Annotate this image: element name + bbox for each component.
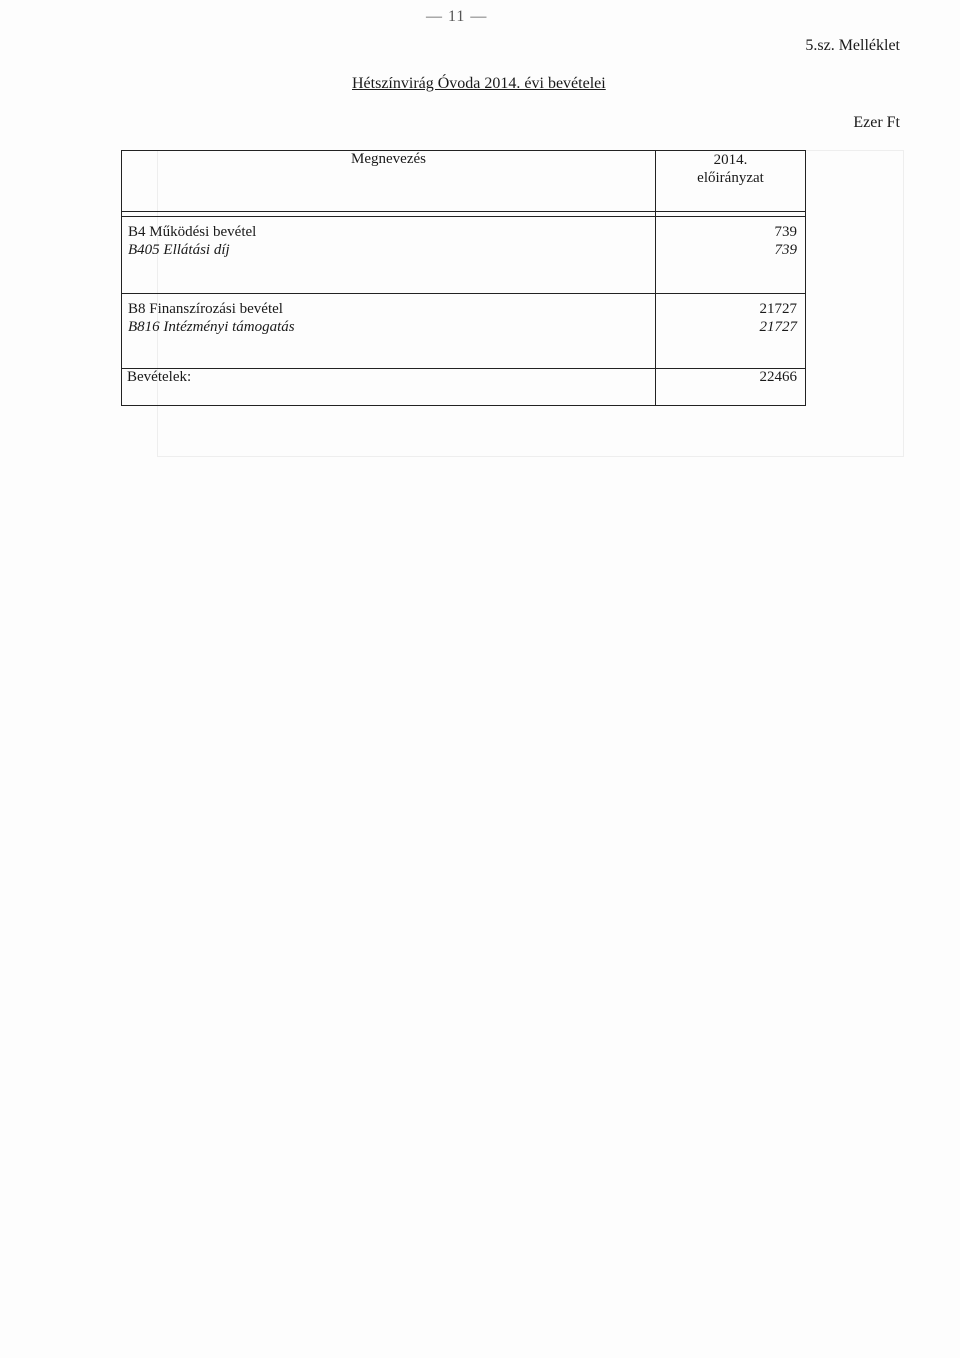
row-name-cell xyxy=(122,217,656,294)
table-row xyxy=(122,217,806,294)
row-amount-cell xyxy=(656,294,806,369)
category-label: B8 Finanszírozási bevétel xyxy=(128,301,283,317)
annex-label: 5.sz. Melléklet xyxy=(805,37,900,54)
column-header-amount xyxy=(656,151,806,212)
subcategory-amount: 21727 xyxy=(759,319,797,335)
row-amount-cell xyxy=(656,217,806,294)
category-amount: 21727 xyxy=(759,301,797,317)
table-header-row xyxy=(122,151,806,212)
subcategory-label: B816 Intézményi támogatás xyxy=(128,319,295,335)
column-header-name: Megnevezés xyxy=(122,151,656,212)
subcategory-amount: 739 xyxy=(774,242,797,258)
table-row xyxy=(122,294,806,369)
unit-label: Ezer Ft xyxy=(853,114,900,131)
column-header-amount-type: előirányzat xyxy=(697,170,764,186)
total-label: Bevételek: xyxy=(122,369,656,406)
revenue-table xyxy=(121,150,806,406)
total-row xyxy=(122,369,806,406)
total-amount: 22466 xyxy=(656,369,806,406)
column-header-amount-year: 2014. xyxy=(713,152,748,168)
page-number: — 11 — xyxy=(426,8,488,25)
subcategory-label: B405 Ellátási díj xyxy=(128,242,230,258)
category-amount: 739 xyxy=(774,224,797,240)
category-label: B4 Működési bevétel xyxy=(128,224,257,240)
page-title: Hétszínvirág Óvoda 2014. évi bevételei xyxy=(352,75,606,92)
row-name-cell xyxy=(122,294,656,369)
